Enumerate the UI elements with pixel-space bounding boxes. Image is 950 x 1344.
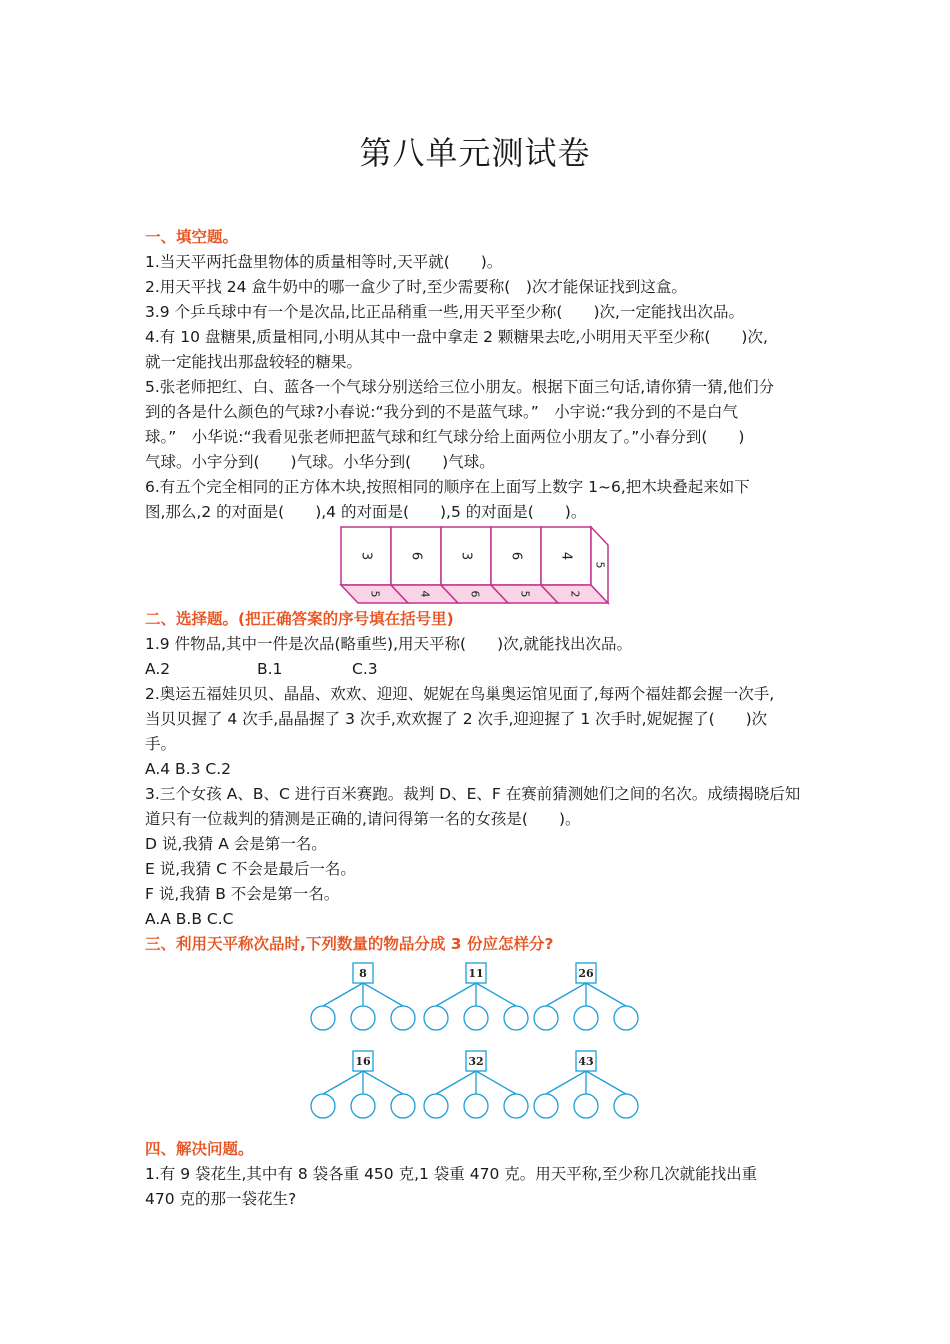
section-4-heading: 四、解决问题。 <box>145 1140 254 1158</box>
s1-question-5-line-3: 球。” 小华说:“我看见张老师把蓝气球和红气球分给上面两位小朋友了。”小春分到( ) <box>145 428 745 446</box>
s1-question-5-line-4: 气球。小宇分到( )气球。小华分到( )气球。 <box>145 453 495 471</box>
option-a: A.2 <box>145 660 171 678</box>
s1-question-6-line-2: 图,那么,2 的对面是( ),4 的对面是( ),5 的对面是( )。 <box>145 503 587 521</box>
cube-bottom-label-4: 5 <box>518 590 532 598</box>
s2-question-2-line-2: 当贝贝握了 4 次手,晶晶握了 3 次手,欢欢握了 2 次手,迎迎握了 1 次手时,妮妮握了( )次 <box>145 710 768 728</box>
worksheet-content <box>145 225 813 1212</box>
s1-question-2: 2.用天平找 24 盒牛奶中的哪一盒少了时,至少需要称( )次才能保证找到这盒。 <box>145 278 687 296</box>
page-title: 第八单元测试卷 <box>359 134 591 172</box>
s1-question-3: 3.9 个乒乓球中有一个是次品,比正品稍重一些,用天平至少称( )次,一定能找出次品。 <box>145 303 744 321</box>
tree-branch <box>546 983 586 1006</box>
tree-root-label: 8 <box>359 967 367 980</box>
tree-leaf-circle <box>424 1006 448 1030</box>
s1-question-4-line-2: 就一定能找出那盘较轻的糖果。 <box>145 353 363 371</box>
tree-leaf-circle <box>504 1094 528 1118</box>
tree-branch <box>476 1071 516 1094</box>
tree-leaf-circle <box>614 1006 638 1030</box>
tree-root-label: 16 <box>355 1055 371 1068</box>
tree-leaf-circle <box>351 1094 375 1118</box>
tree-leaf-circle <box>391 1006 415 1030</box>
s2-question-3-statement-d: D 说,我猜 A 会是第一名。 <box>145 835 327 853</box>
tree-leaf-circle <box>574 1094 598 1118</box>
tree-branch <box>363 983 403 1006</box>
s2-question-2-options: A.4 B.3 C.2 <box>145 760 232 778</box>
cube-side-label: 5 <box>593 561 607 569</box>
cube-bottom-label-2: 4 <box>418 590 432 598</box>
cube-bottom-label-3: 6 <box>468 590 482 598</box>
s1-question-4-line-1: 4.有 10 盘糖果,质量相同,小明从其中一盘中拿走 2 颗糖果去吃,小明用天平至少称( )次, <box>145 328 768 346</box>
section-2-heading: 二、选择题。(把正确答案的序号填在括号里) <box>145 610 454 628</box>
tree-leaf-circle <box>574 1006 598 1030</box>
tree-root-label: 26 <box>578 967 594 980</box>
s2-question-3-statement-f: F 说,我猜 B 不会是第一名。 <box>145 885 340 903</box>
tree-root-label: 43 <box>578 1055 594 1068</box>
cube-face-label-4: 6 <box>508 551 524 561</box>
tree-root-label: 11 <box>468 967 484 980</box>
tree-leaf-circle <box>464 1094 488 1118</box>
s2-question-3-line-1: 3.三个女孩 A、B、C 进行百米赛跑。裁判 D、E、F 在赛前猜测她们之间的名次。成绩揭晓后知 <box>145 785 801 803</box>
tree-leaf-circle <box>534 1094 558 1118</box>
tree-branch <box>363 1071 403 1094</box>
s4-question-1-line-2: 470 克的那一袋花生? <box>145 1190 297 1208</box>
tree-branch <box>323 983 363 1006</box>
section-3-heading: 三、利用天平称次品时,下列数量的物品分成 3 份应怎样分? <box>145 935 554 953</box>
cube-face-label-3: 3 <box>458 551 474 561</box>
cube-face-label-1: 3 <box>358 551 374 561</box>
s1-question-1: 1.当天平两托盘里物体的质量相等时,天平就( )。 <box>145 253 503 271</box>
s4-question-1-line-1: 1.有 9 袋花生,其中有 8 袋各重 450 克,1 袋重 470 克。用天平称,至少称几次就能找出重 <box>145 1165 758 1183</box>
s2-question-3-line-2: 道只有一位裁判的猜测是正确的,请问得第一名的女孩是( )。 <box>145 810 581 828</box>
tree-diagrams <box>145 957 813 1137</box>
tree-leaf-circle <box>424 1094 448 1118</box>
stacked-cubes-diagram <box>145 525 813 607</box>
tree-leaf-circle <box>614 1094 638 1118</box>
tree-branch <box>586 1071 626 1094</box>
s2-question-3-options: A.A B.B C.C <box>145 910 234 928</box>
s2-question-2-line-3: 手。 <box>145 735 177 753</box>
s1-question-5-line-2: 到的各是什么颜色的气球?小春说:“我分到的不是蓝气球。” 小宇说:“我分到的不是白气 <box>145 403 739 421</box>
tree-branch <box>586 983 626 1006</box>
tree-leaf-circle <box>464 1006 488 1030</box>
s2-question-1-options <box>145 657 813 682</box>
tree-leaf-circle <box>534 1006 558 1030</box>
s1-question-6-line-1: 6.有五个完全相同的正方体木块,按照相同的顺序在上面写上数字 1~6,把木块叠起来如下 <box>145 478 750 496</box>
cube-face-label-2: 6 <box>408 551 424 561</box>
cube-face-label-5: 4 <box>558 551 574 561</box>
tree-leaf-circle <box>504 1006 528 1030</box>
s2-question-1: 1.9 件物品,其中一件是次品(略重些),用天平称( )次,就能找出次品。 <box>145 635 633 653</box>
s1-question-5-line-1: 5.张老师把红、白、蓝各一个气球分别送给三位小朋友。根据下面三句话,请你猜一猜,他们分 <box>145 378 775 396</box>
section-1-heading: 一、填空题。 <box>145 228 239 246</box>
cube-bottom-label-1: 5 <box>368 590 382 598</box>
option-b: B.1 <box>257 660 283 678</box>
tree-leaf-circle <box>311 1094 335 1118</box>
tree-leaf-circle <box>391 1094 415 1118</box>
tree-leaf-circle <box>311 1006 335 1030</box>
tree-branch <box>546 1071 586 1094</box>
tree-branch <box>323 1071 363 1094</box>
option-c: C.3 <box>352 660 378 678</box>
tree-branch <box>436 1071 476 1094</box>
s2-question-3-statement-e: E 说,我猜 C 不会是最后一名。 <box>145 860 356 878</box>
tree-branch <box>436 983 476 1006</box>
cube-bottom-label-5: 2 <box>568 590 582 598</box>
s2-question-2-line-1: 2.奥运五福娃贝贝、晶晶、欢欢、迎迎、妮妮在鸟巢奥运馆见面了,每两个福娃都会握一次手, <box>145 685 775 703</box>
tree-root-label: 32 <box>468 1055 484 1068</box>
tree-branch <box>476 983 516 1006</box>
tree-leaf-circle <box>351 1006 375 1030</box>
